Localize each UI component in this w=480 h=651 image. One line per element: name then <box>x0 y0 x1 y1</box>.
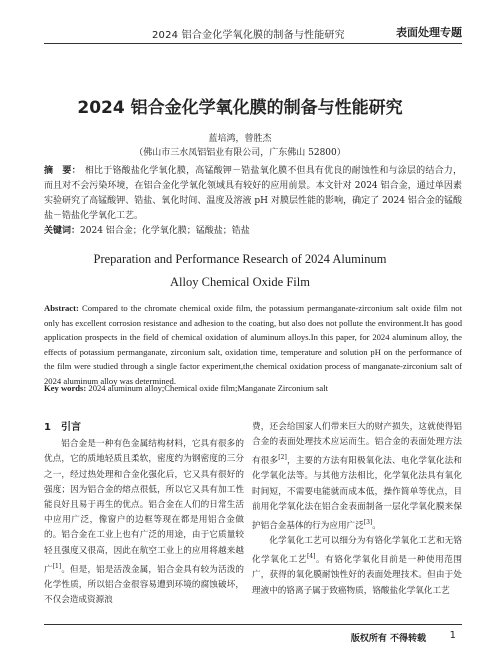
abstract-en-text: Compared to the chromate chemical oxide film, the potassium permanganate-zirconium salt oxide film not only has excellent corrosion resistance and adhesion to the coating, but also does not pollute the environment.It has good application prospects in the field of chemical oxidation of aluminum alloys.In this paper, for 2024 aluminum alloy, the effects of potassium permanganate, zirconium salt, oxidation time, temperature and solution pH on the performance of the film were studied through a single factor experiment,the chemical oxidation process of manganate-zirconium salt of 2024 aluminum alloy was determined. <box>44 303 462 386</box>
title-en-line2: Alloy Chemical Oxide Film <box>170 275 310 289</box>
keywords-en-text: 2024 aluminum alloy;Chemical oxide film;Manganate Zirconium salt <box>88 383 329 393</box>
body-column-right <box>252 420 462 599</box>
keywords-cn-label: 关键词： <box>44 226 81 236</box>
citation-ref: [3] <box>363 519 373 527</box>
para-text: 。有铬化学氧化目前是一种使用范围广，获得的氧化膜耐蚀性好的表面处理技术。但由于处理液中的铬离子属于致癌物质，铬酸盐化学氧化工艺 <box>252 555 462 596</box>
citation-ref: [1] <box>52 562 62 570</box>
page-header <box>0 0 480 41</box>
keywords-cn <box>44 224 462 238</box>
section-heading: 1 引言 <box>44 422 81 433</box>
keywords-en <box>44 381 462 395</box>
header-rule <box>44 43 462 44</box>
title-en-line1: Preparation and Performance Research of 2024 Aluminum <box>93 252 387 266</box>
abstract-cn-label: 摘 要： <box>44 166 81 176</box>
footer-rule <box>44 624 462 625</box>
affiliation: （佛山市三水凤铝铝业有限公司，广东佛山 52800） <box>134 148 346 158</box>
copyright-notice: 版权所有 不得转载 <box>350 634 426 644</box>
para-text: 化学氧化工艺可以细分为有铬化学氧化工艺和无铬化学氧化工艺 <box>252 536 462 566</box>
para-text: 费，还会给国家人们带来巨大的财产损失，这就使得铝合金的表面处理技术应运而生。铝合金的表面处理方法有很多 <box>252 422 462 467</box>
para-text: 铝合金是一种有色金属结构材料，它具有很多的优点，它的质地轻质且柔软，密度约为钢密度的三分之一，经过热处理和合金化强化后，它又具有很好的强度；因为铝合金的熔点很低，所以它又具有加工性能良好且易于再生的优点。铝合金在人们的日常生活中应用广泛，像窗户的边框等现在都是用铝合金做的。铝合金在工业上也有广泛的用途，由于它质量较轻且强度又很高，因此在航空工业上的应用将越来越广 <box>44 439 244 575</box>
abstract-cn <box>44 164 462 224</box>
article-title-en <box>0 248 480 294</box>
citation-ref: [2] <box>278 454 287 462</box>
para-text: 。 <box>372 520 381 531</box>
body-paragraph <box>252 534 462 599</box>
para-text: ，主要的方法有阳极氧化法、电化学氧化法和化学氧化法等。与其他方法相比，化学氧化法具有氧化时间短，不需要电能就而成本低，操作简单等优点，目前用化学氧化法在铝合金表面制备一层化学氧化膜来保护铝合金基体的行为应用广泛 <box>252 456 462 531</box>
body-column-left <box>44 420 244 608</box>
citation-ref: [4] <box>306 553 316 561</box>
keywords-cn-text: 2024 铝合金；化学氧化膜；锰酸盐；锆盐 <box>80 226 250 236</box>
page-number: 1 <box>449 630 456 641</box>
authors: 蓝培鸿，曾胜杰 <box>208 134 272 144</box>
para-text: 。但是，铝是活泼金属，铝合金具有较为活泼的化学性质，所以铝合金很容易遭到环境的腐蚀破坏，不仅会造成资源浪 <box>44 564 244 606</box>
abstract-en <box>44 301 462 388</box>
abstract-cn-text: 相比于铬酸盐化学氧化膜，高锰酸钾－锆盐氧化膜不但具有优良的耐蚀性和与涂层的结合力，而且对不会污染环境，在铝合金化学氧化领域具有较好的应用前景。本文针对 2024 铝合金，通过单因素实验研究了高锰酸钾、锆盐、氧化时间、温度及溶液 pH 对膜层性能的影响，确定了 2024 铝合金的锰酸盐－锆盐化学氧化工艺。 <box>44 166 462 221</box>
article-title-cn: 2024 铝合金化学氧化膜的制备与性能研究 <box>77 98 403 118</box>
page-footer <box>44 624 462 644</box>
body-paragraph <box>252 420 462 534</box>
keywords-en-label: Key words: <box>44 383 87 393</box>
running-title: 2024 铝合金化学氧化膜的制备与性能研究 <box>152 30 345 41</box>
section-label: 表面处理专题 <box>396 26 462 39</box>
abstract-en-label: Abstract: <box>44 303 79 313</box>
body-paragraph <box>44 437 244 608</box>
